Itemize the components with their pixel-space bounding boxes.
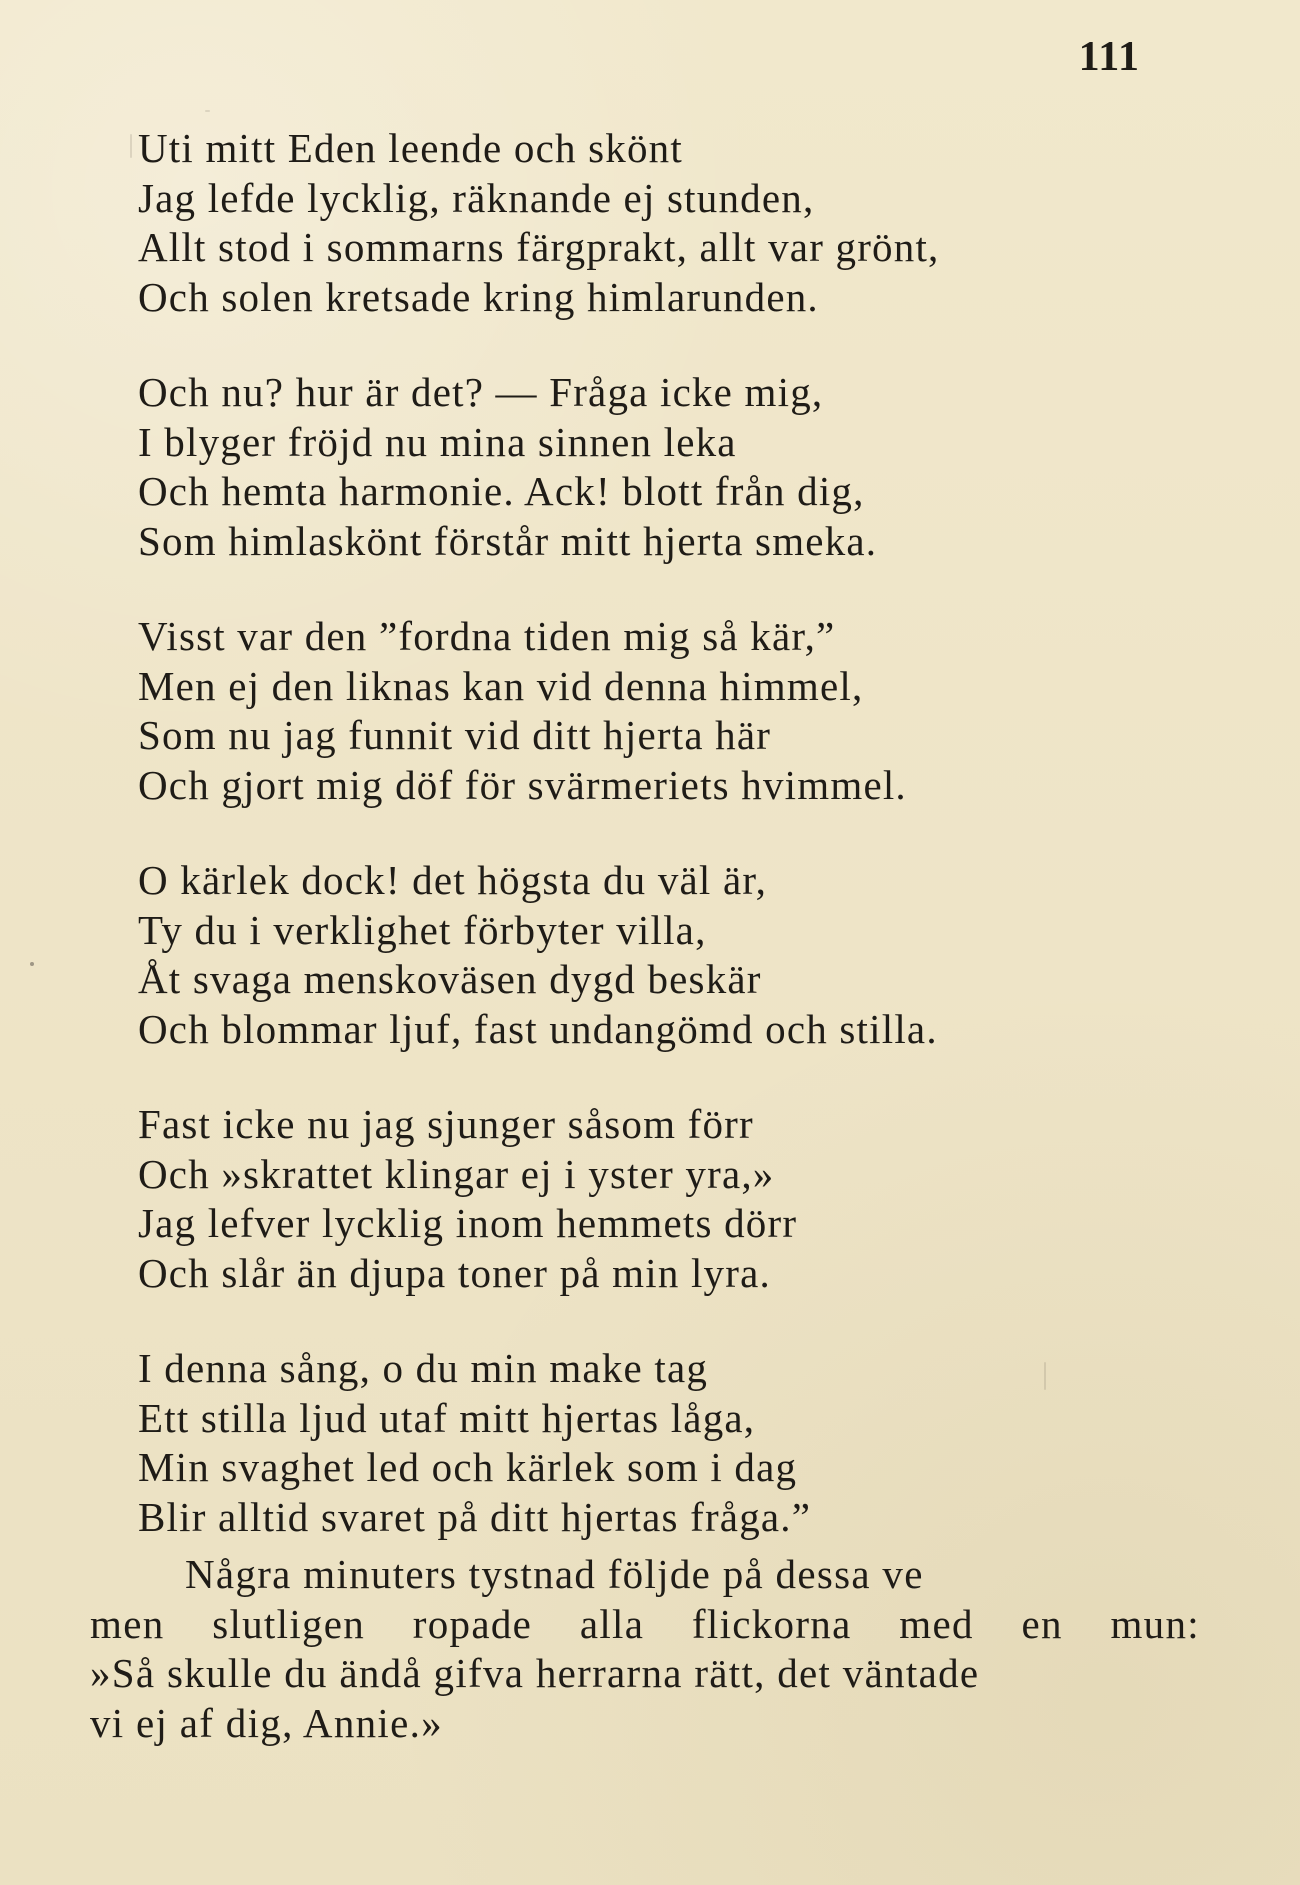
poem-line: Ett stilla ljud utaf mitt hjertas låga, — [138, 1394, 756, 1441]
prose-paragraph — [90, 1550, 1200, 1748]
poem-line: Ty du i verklighet förbyter villa, — [138, 906, 707, 953]
prose-word: men — [90, 1600, 165, 1647]
poem-line: Men ej den liknas kan vid denna himmel, — [138, 662, 864, 709]
stanza-6 — [138, 1344, 1158, 1542]
prose-line: »Så skulle du ändå gifva herrarna rätt, det väntade — [90, 1650, 980, 1696]
stanza-4 — [138, 856, 1158, 1054]
poem-line: Och blommar ljuf, fast undangömd och stilla. — [138, 1005, 938, 1052]
poem-line: Som nu jag funnit vid ditt hjerta här — [138, 712, 772, 758]
poem-line: Och hemta harmonie. Ack! blott från dig, — [138, 468, 865, 514]
stanza-1 — [138, 124, 1158, 322]
prose-word: med — [899, 1600, 974, 1647]
poem-line: Blir alltid svaret på ditt hjertas fråga.” — [138, 1493, 812, 1540]
poem-line: Åt svaga menskoväsen dygd beskär — [138, 956, 762, 1002]
page-mark — [205, 110, 210, 112]
prose-word: flickorna — [691, 1600, 852, 1647]
poem-line: Visst var den ”fordna tiden mig så kär,” — [138, 613, 836, 659]
poem-line: Jag lefver lycklig inom hemmets dörr — [138, 1200, 798, 1246]
poem-line: Och slår än djupa toner på min lyra. — [138, 1249, 771, 1296]
poem-line: O kärlek dock! det högsta du väl är, — [138, 857, 768, 903]
page-mark — [130, 134, 132, 158]
poem-line: Fast icke nu jag sjunger såsom förr — [138, 1101, 754, 1147]
margin-dot — [30, 962, 34, 966]
poem-line: I denna sång, o du min make tag — [138, 1345, 709, 1391]
page-number: 111 — [1078, 34, 1140, 80]
poem-line: I blyger fröjd nu mina sinnen leka — [138, 418, 737, 465]
poem-line: Och solen kretsade kring himlarunden. — [138, 273, 819, 320]
prose-word: slutligen — [212, 1600, 366, 1647]
stanza-5 — [138, 1100, 1158, 1298]
poem-line: Som himlaskönt förstår mitt hjerta smeka. — [138, 517, 878, 564]
poem-line: Allt stod i sommarns färgprakt, allt var grönt, — [138, 224, 940, 270]
prose-line: vi ej af dig, Annie.» — [90, 1699, 443, 1746]
poem-line: Min svaghet led och kärlek som i dag — [138, 1444, 798, 1490]
prose-word: en — [1021, 1600, 1063, 1647]
stanza-2 — [138, 368, 1158, 566]
prose-word: alla — [579, 1600, 645, 1647]
poem-line: Och gjort mig döf för svärmeriets hvimmel. — [138, 761, 907, 808]
prose-word: mun: — [1110, 1600, 1200, 1647]
poem-line: Uti mitt Eden leende och skönt — [138, 125, 683, 171]
justified-prose-line — [90, 1600, 1200, 1650]
prose-word: ropade — [412, 1600, 533, 1647]
stanza-3 — [138, 612, 1158, 810]
poem-line: Jag lefde lycklig, räknande ej stunden, — [138, 174, 815, 221]
prose-line: Några minuters tystnad följde på dessa ve — [185, 1551, 924, 1597]
poem-line: Och nu? hur är det? — Fråga icke mig, — [138, 369, 824, 415]
poem-line: Och »skrattet klingar ej i yster yra,» — [138, 1150, 775, 1197]
poem — [138, 124, 1158, 1542]
